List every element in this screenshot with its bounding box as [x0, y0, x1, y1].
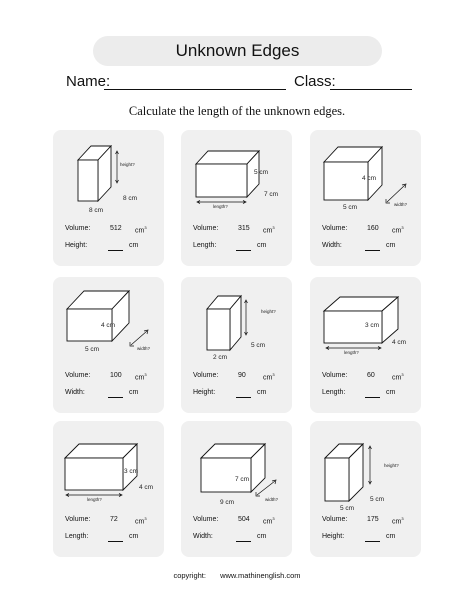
edge-label: 5 cm — [370, 496, 385, 503]
edge-label: 4 cm — [362, 175, 377, 182]
copyright-footer — [0, 571, 474, 580]
answer-blank[interactable] — [236, 541, 251, 542]
answer-label: Length: — [65, 533, 89, 540]
instruction-text: Calculate the length of the unknown edges. — [128, 104, 346, 118]
unit-power: 3 — [272, 516, 275, 521]
unknown-edge-label: width? — [137, 346, 151, 351]
edge-label: 2 cm — [213, 354, 228, 361]
volume-unit: cm — [263, 227, 273, 235]
volume-value: 72 — [110, 516, 118, 523]
answer-label: Width: — [65, 389, 85, 396]
volume-label: Volume: — [65, 225, 91, 232]
unit-power: 3 — [272, 225, 275, 230]
volume-unit: cm — [135, 518, 145, 526]
problem-card-4 — [53, 277, 164, 413]
name-field-line[interactable] — [104, 89, 286, 90]
answer-blank[interactable] — [365, 250, 380, 251]
edge-label: 5 cm — [343, 204, 358, 211]
volume-unit: cm — [392, 227, 402, 235]
unknown-edge-label: height? — [261, 309, 276, 314]
answer-blank[interactable] — [108, 250, 123, 251]
edge-label: 5 cm — [251, 342, 266, 349]
volume-value: 175 — [367, 516, 379, 523]
volume-unit: cm — [392, 518, 402, 526]
name-label: Name: — [66, 73, 111, 90]
answer-blank[interactable] — [108, 541, 123, 542]
problem-card-5 — [181, 277, 292, 413]
worksheet-title: Unknown Edges — [93, 36, 382, 66]
answer-unit: cm — [129, 533, 139, 540]
volume-label: Volume: — [322, 372, 348, 379]
answer-label: Length: — [193, 242, 217, 249]
website-link[interactable]: www.mathinenglish.com — [220, 571, 301, 580]
answer-unit: cm — [257, 389, 267, 396]
unit-power: 3 — [401, 516, 404, 521]
answer-blank[interactable] — [236, 250, 251, 251]
unknown-edge-label: height? — [384, 463, 399, 468]
volume-unit: cm — [135, 374, 145, 382]
answer-label: Height: — [322, 533, 345, 540]
answer-label: Width: — [322, 242, 342, 249]
answer-unit: cm — [386, 389, 396, 396]
volume-unit: cm — [392, 374, 402, 382]
class-label: Class: — [294, 73, 336, 90]
answer-blank[interactable] — [108, 397, 123, 398]
problem-card-8 — [181, 421, 292, 557]
unit-power: 3 — [401, 225, 404, 230]
answer-unit: cm — [386, 242, 396, 249]
volume-value: 512 — [110, 225, 122, 232]
answer-blank[interactable] — [365, 541, 380, 542]
answer-label: Width: — [193, 533, 213, 540]
unknown-edge-label: length? — [87, 497, 102, 502]
volume-unit: cm — [263, 374, 273, 382]
volume-value: 60 — [367, 372, 375, 379]
volume-unit: cm — [135, 227, 145, 235]
problem-card-3 — [310, 130, 421, 266]
unit-power: 3 — [144, 516, 147, 521]
edge-label: 8 cm — [89, 207, 104, 214]
edge-label: 4 cm — [101, 322, 116, 329]
edge-label: 8 cm — [123, 195, 138, 202]
answer-unit: cm — [129, 242, 139, 249]
answer-unit: cm — [386, 533, 396, 540]
volume-label: Volume: — [193, 225, 219, 232]
edge-label: 7 cm — [235, 476, 250, 483]
volume-label: Volume: — [322, 516, 348, 523]
answer-label: Height: — [193, 389, 216, 396]
problem-card-2 — [181, 130, 292, 266]
volume-value: 504 — [238, 516, 250, 523]
edge-label: 5 cm — [85, 346, 100, 353]
volume-unit: cm — [263, 518, 273, 526]
problem-card-1 — [53, 130, 164, 266]
edge-label: 3 cm — [124, 468, 139, 475]
problem-card-9 — [310, 421, 421, 557]
edge-label: 4 cm — [392, 339, 407, 346]
unknown-edge-label: width? — [394, 202, 408, 207]
unknown-edge-label: width? — [265, 497, 279, 502]
unit-power: 3 — [401, 372, 404, 377]
volume-label: Volume: — [65, 372, 91, 379]
edge-label: 3 cm — [365, 322, 380, 329]
volume-label: Volume: — [193, 372, 219, 379]
problem-card-6 — [310, 277, 421, 413]
volume-label: Volume: — [65, 516, 91, 523]
edge-label: 5 cm — [254, 169, 269, 176]
edge-label: 9 cm — [220, 499, 235, 506]
answer-label: Length: — [322, 389, 346, 396]
answer-blank[interactable] — [365, 397, 380, 398]
volume-label: Volume: — [322, 225, 348, 232]
copyright-label: copyright: — [173, 571, 206, 580]
answer-unit: cm — [257, 533, 267, 540]
answer-unit: cm — [257, 242, 267, 249]
answer-label: Height: — [65, 242, 88, 249]
answer-unit: cm — [129, 389, 139, 396]
edge-label: 4 cm — [139, 484, 154, 491]
volume-value: 315 — [238, 225, 250, 232]
edge-label: 7 cm — [264, 191, 279, 198]
volume-value: 160 — [367, 225, 379, 232]
unit-power: 3 — [144, 225, 147, 230]
unknown-edge-label: length? — [213, 204, 228, 209]
volume-value: 90 — [238, 372, 246, 379]
unit-power: 3 — [272, 372, 275, 377]
unit-power: 3 — [144, 372, 147, 377]
volume-label: Volume: — [193, 516, 219, 523]
edge-label: 5 cm — [340, 505, 355, 512]
problem-card-7 — [53, 421, 164, 557]
unknown-edge-label: height? — [120, 162, 135, 167]
answer-blank[interactable] — [236, 397, 251, 398]
class-field-line[interactable] — [330, 89, 412, 90]
unknown-edge-label: length? — [344, 350, 359, 355]
volume-value: 100 — [110, 372, 122, 379]
